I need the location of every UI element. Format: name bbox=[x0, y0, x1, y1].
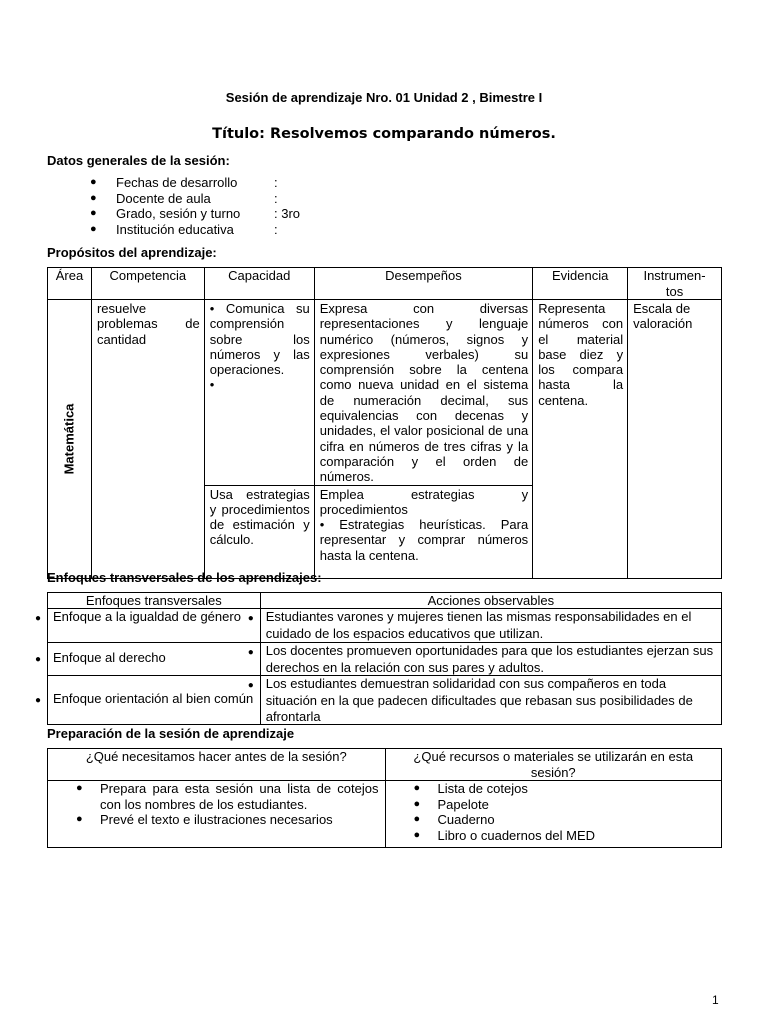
list-item: ● Libro o cuadernos del MED bbox=[413, 827, 596, 843]
accion-cell: ● Estudiantes varones y mujeres tienen las mismas responsabilidades en el cuidado de los espacios educativos que utilizan. bbox=[260, 609, 721, 643]
desempeno-cell-2: Emplea estrategias y procedimientos • Estrategias heurísticas. Para representar y comprar números hasta la centena. bbox=[314, 485, 532, 578]
table-row bbox=[48, 642, 722, 676]
enfoques-heading: Enfoques transversales de los aprendizajes: bbox=[47, 570, 322, 585]
accion-cell: ● Los estudiantes demuestran solidaridad con sus compañeros en toda situación en la que padecen dificultades que rebasan sus posibilidades de afrontarla bbox=[260, 676, 721, 725]
list-item: ● Fechas de desarrollo : bbox=[90, 175, 278, 190]
header-competencia: Competencia bbox=[91, 268, 204, 300]
list-item: ● Prevé el texto e ilustraciones necesarios bbox=[76, 812, 333, 827]
list-item: ● Grado, sesión y turno : 3ro bbox=[90, 206, 301, 221]
preparacion-heading: Preparación de la sesión de aprendizaje bbox=[47, 726, 295, 741]
header-antes: ¿Qué necesitamos hacer antes de la sesión? bbox=[48, 749, 386, 781]
list-item: ● Institución educativa : bbox=[90, 221, 278, 237]
enfoque-cell: ● Enfoque al derecho bbox=[48, 642, 261, 676]
header-instrumentos: Instrumen- tos bbox=[628, 268, 722, 300]
header-acciones: Acciones observables bbox=[260, 593, 721, 609]
competencia-cell: resuelve problemas de cantidad bbox=[91, 300, 204, 579]
list-item: ● Papelote bbox=[413, 796, 489, 812]
antes-cell bbox=[48, 781, 386, 848]
area-cell bbox=[48, 300, 92, 579]
accion-cell: ● Los docentes promueven oportunidades para que los estudiantes ejerzan sus derechos en la relación con sus pares y adultos. bbox=[260, 642, 721, 676]
header-capacidad: Capacidad bbox=[204, 268, 314, 300]
session-header: Sesión de aprendizaje Nro. 01 Unidad 2 , Bimestre I bbox=[225, 90, 543, 105]
propositos-table bbox=[47, 267, 722, 579]
area-label: Matemática bbox=[61, 403, 77, 475]
header-desempenos: Desempeños bbox=[314, 268, 532, 300]
recursos-cell bbox=[385, 781, 722, 848]
propositos-heading: Propósitos del aprendizaje: bbox=[47, 245, 217, 260]
enfoques-table bbox=[35, 592, 722, 725]
header-area: Área bbox=[48, 268, 92, 300]
capacidad-cell-2: Usa estrategias y procedimientos de estimación y cálculo. bbox=[204, 485, 314, 578]
header-evidencia: Evidencia bbox=[533, 268, 628, 300]
datos-list bbox=[90, 175, 300, 237]
session-title: Título: Resolvemos comparando números. bbox=[212, 126, 556, 142]
desempeno-cell-1: Expresa con diversas representaciones y lenguaje numérico (números, signos y expresiones verbales) su comprensión sobre la centena como nueva unidad en el sistema de numeración decimal, sus equivalencias con decenas y unidades, el valor posicional de una cifra en números de tres cifras y la comparación y el orden de números. bbox=[314, 300, 532, 486]
header-recursos: ¿Qué recursos o materiales se utilizarán en esta sesión? bbox=[385, 749, 722, 781]
table-row bbox=[48, 676, 722, 725]
enfoque-cell: ● Enfoque a la igualdad de género bbox=[48, 609, 261, 643]
evidencia-cell: Representa números con el material base diez y los compara hasta la centena. bbox=[533, 300, 628, 579]
capacidad-cell-1: • Comunica su comprensión sobre los números y las operaciones. • bbox=[204, 300, 314, 486]
page-number: 1 bbox=[712, 993, 719, 1007]
enfoque-cell: ● Enfoque orientación al bien común bbox=[48, 676, 261, 725]
list-item: ● Docente de aula : bbox=[90, 190, 278, 206]
list-item: ● Prepara para esta sesión una lista de cotejos con los nombres de los estudiantes. bbox=[76, 781, 379, 812]
list-item: ● Cuaderno bbox=[413, 812, 495, 827]
instrumentos-cell: Escala de valoración bbox=[628, 300, 722, 579]
preparacion-table bbox=[47, 748, 722, 848]
datos-heading: Datos generales de la sesión: bbox=[47, 153, 230, 168]
table-row bbox=[48, 609, 722, 643]
list-item: ● Lista de cotejos bbox=[413, 781, 528, 796]
header-enfoques: Enfoques transversales bbox=[48, 593, 261, 609]
